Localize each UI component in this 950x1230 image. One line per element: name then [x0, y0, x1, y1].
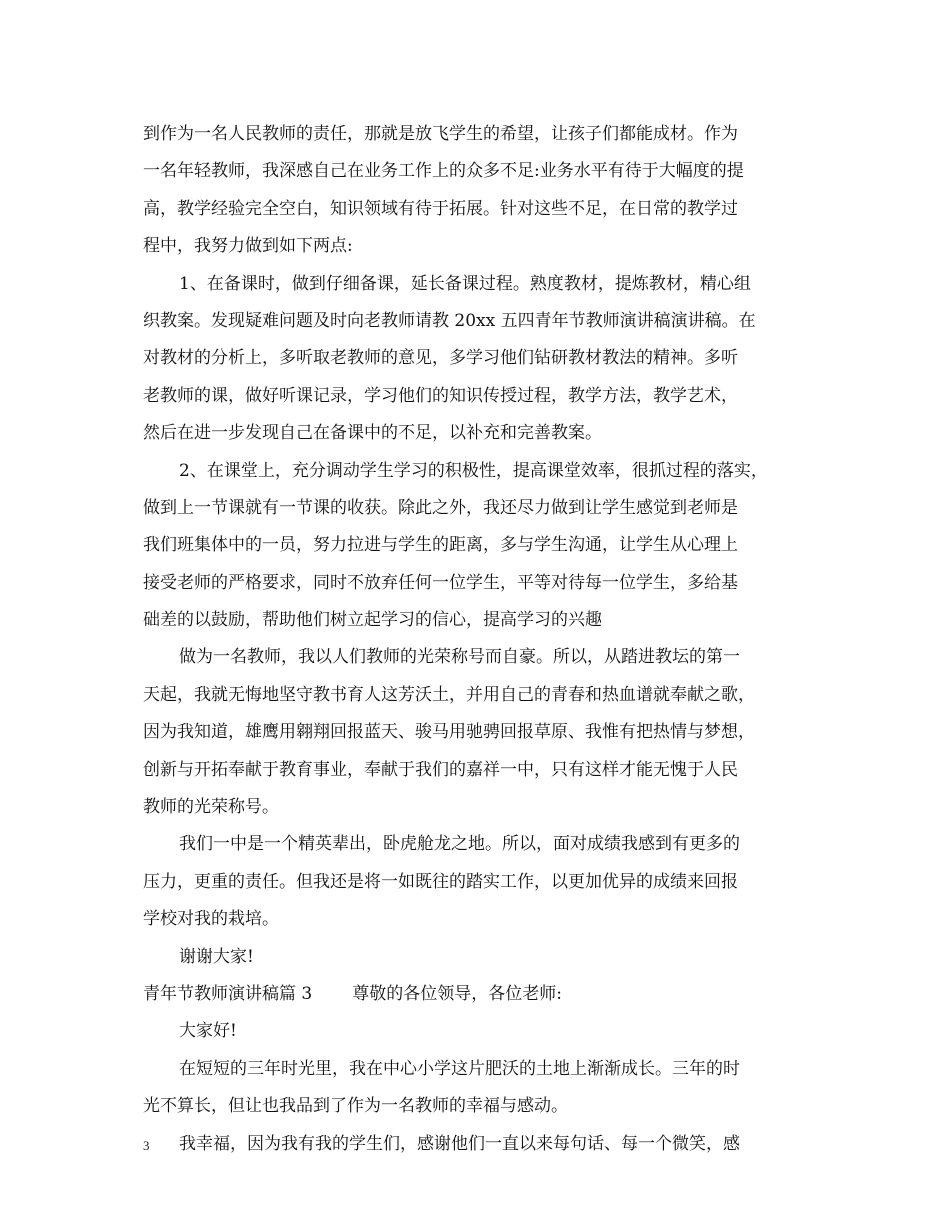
- text-line: 大家好!: [179, 1021, 237, 1042]
- text-line: 我幸福，因为我有我的学生们，感谢他们一直以来每句话、每一个微笑，感: [179, 1133, 740, 1154]
- text-line: 谢谢大家!: [179, 946, 254, 967]
- text-line: 做到上一节课就有一节课的收获。除此之外，我还尽力做到让学生感觉到老师是: [143, 497, 738, 518]
- text-line: 1、在备课时，做到仔细备课，延长备课过程。熟度教材，提炼教材，精心组: [179, 273, 751, 294]
- section-heading-line: [143, 976, 823, 1013]
- text-line: 高，教学经验完全空白，知识领域有待于拓展。针对这些不足，在日常的教学过: [143, 198, 738, 219]
- text-line: 因为我知道，雄鹰用翱翔回报蓝天、骏马用驰骋回报草原、我惟有把热情与梦想，: [143, 722, 755, 743]
- section-heading: 青年节教师演讲稿篇 3: [143, 983, 313, 1004]
- text-line: 础差的以鼓励，帮助他们树立起学习的信心，提高学习的兴趣: [143, 610, 602, 631]
- text-line: 教师的光荣称号。: [143, 797, 279, 818]
- page-number: 3: [143, 1138, 150, 1153]
- text-line: 创新与开拓奉献于教育事业，奉献于我们的嘉祥一中，只有这样才能无愧于人民: [143, 759, 738, 780]
- text-line: 在短短的三年时光里，我在中心小学这片肥沃的土地上渐渐成长。三年的时: [179, 1058, 740, 1079]
- text-line: 然后在进一步发现自己在备课中的不足，以补充和完善教案。: [143, 423, 602, 444]
- document-body: [143, 116, 823, 1163]
- text-line: 学校对我的栽培。: [143, 909, 279, 930]
- text-line: 压力，更重的责任。但我还是将一如既往的踏实工作，以更加优异的成绩来回报: [143, 871, 738, 892]
- text-line: 老教师的课，做好听课记录，学习他们的知识传授过程，教学方法，教学艺术，: [143, 385, 738, 406]
- text-line: 对教材的分析上，多听取老教师的意见，多学习他们钻研教材教法的精神。多听: [143, 348, 738, 369]
- text-line: 我们一中是一个精英辈出，卧虎舱龙之地。所以，面对成绩我感到有更多的: [179, 834, 740, 855]
- text-line: 织教案。发现疑难问题及时向老教师请教 20xx 五四青年节教师演讲稿演讲稿。在: [143, 310, 756, 331]
- text-line: 程中，我努力做到如下两点:: [143, 236, 353, 257]
- text-line: 光不算长，但让也我品到了作为一名教师的幸福与感动。: [143, 1096, 568, 1117]
- text-line: 到作为一名人民教师的责任，那就是放飞学生的希望，让孩子们都能成材。作为: [143, 124, 738, 144]
- salutation: 尊敬的各位领导，各位老师:: [352, 983, 562, 1004]
- text-line: 2、在课堂上，充分调动学生学习的积极性，提高课堂效率，很抓过程的落实，: [179, 460, 768, 481]
- text-line: 接受老师的严格要求，同时不放弃任何一位学生，平等对待每一位学生，多给基: [143, 572, 738, 593]
- text-line: 做为一名教师，我以人们教师的光荣称号而自豪。所以，从踏进教坛的第一: [179, 647, 740, 668]
- text-line: 一名年轻教师，我深感自己在业务工作上的众多不足:业务水平有待于大幅度的提: [143, 161, 744, 182]
- text-line: 天起，我就无悔地坚守教书育人这芳沃土，并用自己的青春和热血谱就奉献之歌，: [143, 684, 755, 705]
- text-line: 我们班集体中的一员，努力拉进与学生的距离，多与学生沟通，让学生从心理上: [143, 535, 738, 556]
